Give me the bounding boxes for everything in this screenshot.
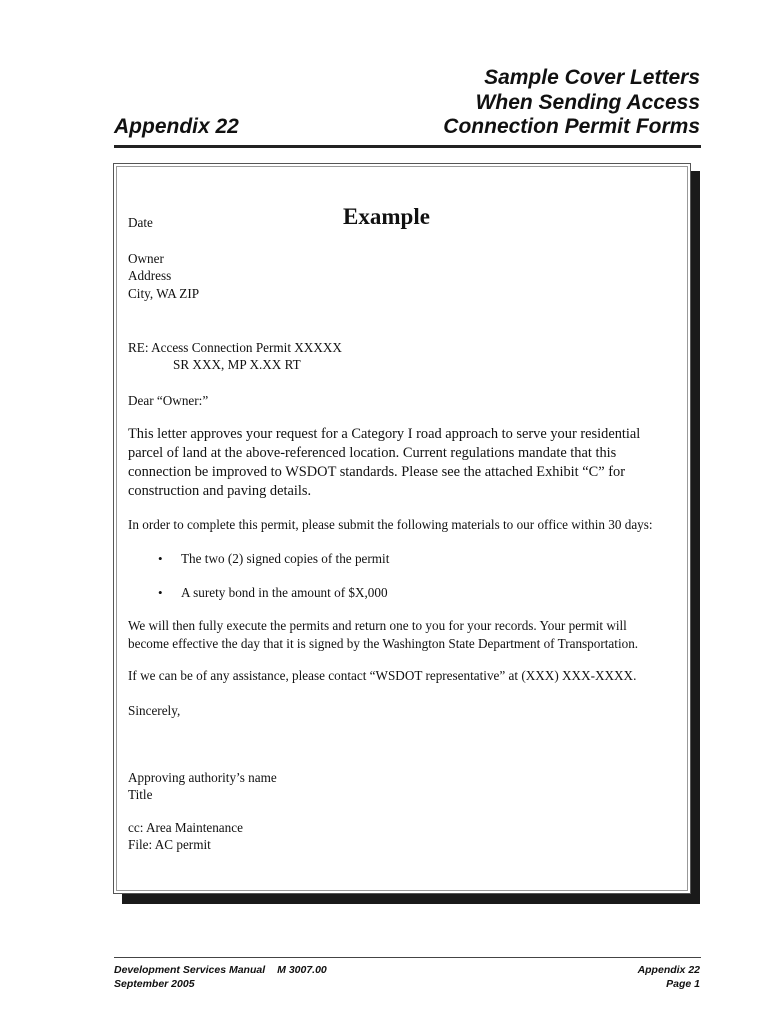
address-owner: Owner xyxy=(128,251,164,266)
bullet-marker: • xyxy=(158,585,163,600)
address-street: Address xyxy=(128,268,172,283)
paragraph-1-line-2: parcel of land at the above-referenced location. Current regulations mandate that this xyxy=(128,445,617,461)
bullet-item-signed-copies: The two (2) signed copies of the permit xyxy=(181,551,390,566)
footer-divider xyxy=(114,957,701,958)
paragraph-3-line-1: We will then fully execute the permits and return one to you for your records. Your permit will xyxy=(128,618,627,633)
letter-date: Date xyxy=(128,215,153,230)
closing: Sincerely, xyxy=(128,703,181,718)
salutation: Dear “Owner:” xyxy=(128,393,209,408)
footer-left xyxy=(114,964,327,991)
example-heading: Example xyxy=(343,204,430,229)
appendix-heading: Appendix 22 xyxy=(114,115,239,138)
bullet-marker: • xyxy=(158,551,163,566)
signature-title: Title xyxy=(128,787,153,802)
title-line-1: Sample Cover Letters xyxy=(484,66,700,89)
paragraph-1-line-4: construction and paving details. xyxy=(128,483,312,499)
title-line-3: Connection Permit Forms xyxy=(443,115,700,138)
address-city: City, WA ZIP xyxy=(128,286,200,301)
header-divider xyxy=(114,145,701,148)
footer-manual-number: M 3007.00 xyxy=(277,964,327,976)
sample-letter xyxy=(113,163,691,894)
bullet-item-surety-bond: A surety bond in the amount of $X,000 xyxy=(181,585,388,600)
footer-date: September 2005 xyxy=(114,977,195,990)
title-line-2: When Sending Access xyxy=(475,90,700,114)
footer-manual: Development Services Manual xyxy=(114,964,266,976)
re-line-route: SR XXX, MP X.XX RT xyxy=(173,357,301,372)
signature-name: Approving authority’s name xyxy=(128,770,277,785)
paragraph-2: In order to complete this permit, please submit the following materials to our office within 30 days: xyxy=(128,517,653,532)
file-line: File: AC permit xyxy=(128,837,211,852)
paragraph-1-line-1: This letter approves your request for a Category I road approach to serve your residential xyxy=(128,426,641,442)
paragraph-4: If we can be of any assistance, please contact “WSDOT representative” at (XXX) XXX-XXXX. xyxy=(128,668,637,683)
re-line-permit: RE: Access Connection Permit XXXXX xyxy=(128,340,342,355)
footer-appendix: Appendix 22 xyxy=(637,964,700,976)
cc-line: cc: Area Maintenance xyxy=(128,820,243,835)
paragraph-3-line-2: become effective the day that it is signed by the Washington State Department of Transportation. xyxy=(128,636,639,651)
footer-page: Page 1 xyxy=(666,977,700,990)
footer-right xyxy=(638,964,700,991)
document-title xyxy=(340,66,700,140)
paragraph-1-line-3: connection be improved to WSDOT standards. Please see the attached Exhibit “C” for xyxy=(128,464,626,480)
